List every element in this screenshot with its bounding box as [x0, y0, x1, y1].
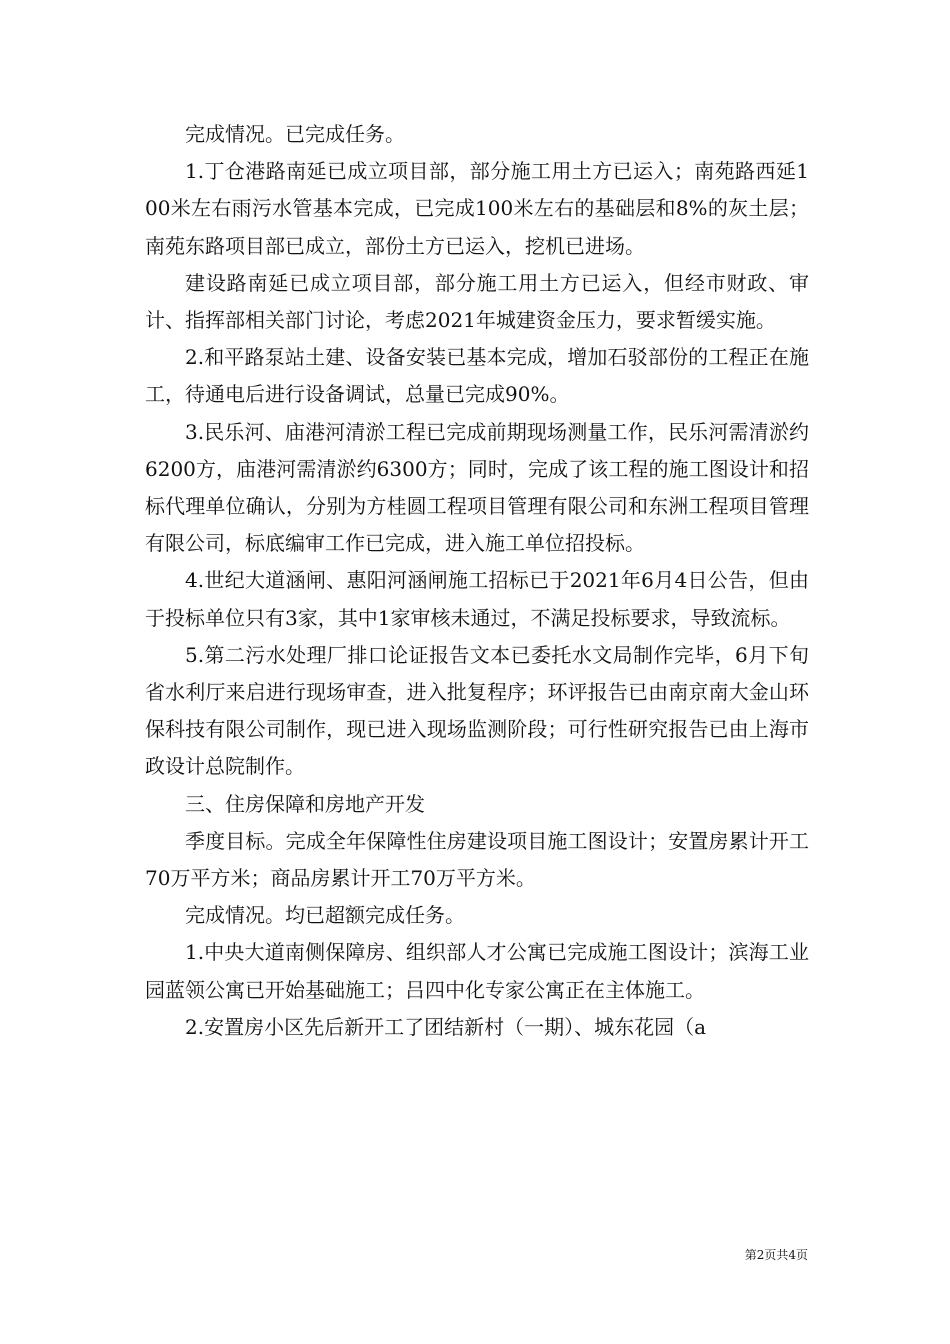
page-number-footer: 第2页共4页 — [744, 1248, 808, 1262]
paragraph-quarter-goal: 季度目标。完成全年保障性住房建设项目施工图设计；安置房累计开工70万平方米；商品房累计开工70万平方米。 — [145, 828, 809, 891]
paragraph-item-5-sewage-plant: 5.第二污水处理厂排口论证报告文本已委托水文局制作完毕，6月下旬省水利厅来启进行现场审查，进入批复程序；环评报告已由南京南大金山环保科技有限公司制作，现已进入现场监测阶段；可行性研究报告已由上海市政设计总院制作。 — [145, 642, 809, 779]
body-text — [145, 116, 809, 1046]
paragraph-item-4-sluice-tender: 4.世纪大道涵闸、惠阳河涵闸施工招标已于2021年6月4日公告，但由于投标单位只有3家，其中1家审核未通过，不满足投标要求，导致流标。 — [145, 568, 809, 630]
paragraph-housing-status: 完成情况。均已超额完成任务。 — [185, 903, 465, 928]
paragraph-item-1-roads: 1.丁仓港路南延已成立项目部，部分施工用土方已运入；南苑路西延100米左右雨污水管基本完成，已完成100米左右的基础层和8%的灰土层；南苑东路项目部已成立，部份土方已运入，挖机已进场。 — [145, 159, 809, 258]
section-heading-housing: 三、住房保障和房地产开发 — [185, 791, 425, 816]
paragraph-housing-item-1: 1.中央大道南侧保障房、组织部人才公寓已完成施工图设计；滨海工业园蓝领公寓已开始基础施工；吕四中化专家公寓正在主体施工。 — [145, 940, 809, 1002]
paragraph-item-2-pump-station: 2.和平路泵站土建、设备安装已基本完成，增加石驳部份的工程正在施工，待通电后进行设备调试，总量已完成90%。 — [145, 345, 809, 407]
paragraph-status-heading: 完成情况。已完成任务。 — [185, 122, 405, 146]
paragraph-jianshe-road: 建设路南延已成立项目部，部分施工用土方已运入，但经市财政、审计、指挥部相关部门讨论，考虑2021年城建资金压力，要求暂缓实施。 — [145, 270, 809, 333]
paragraph-item-3-dredging: 3.民乐河、庙港河清淤工程已完成前期现场测量工作，民乐河需清淤约6200方，庙港河需清淤约6300方；同时，完成了该工程的施工图设计和招标代理单位确认，分别为方桂圆工程项目管理有限公司和东洲工程项目管理有限公司，标底编审工作已完成，进入施工单位招投标。 — [145, 419, 809, 556]
paragraph-housing-item-2: 2.安置房小区先后新开工了团结新村（一期）、城东花园（a — [185, 1014, 707, 1039]
